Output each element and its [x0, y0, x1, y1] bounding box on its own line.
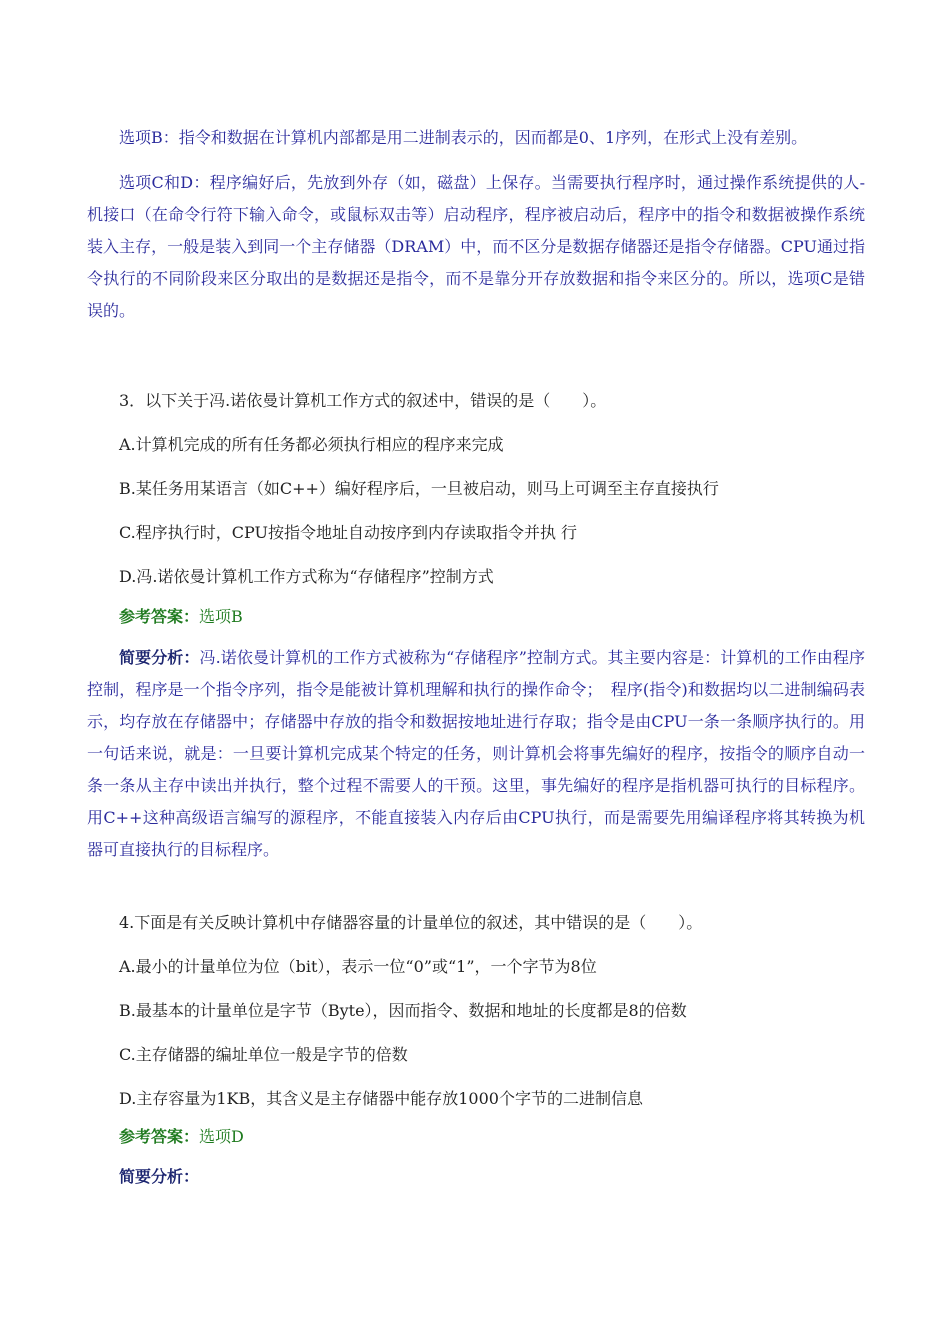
q4-analysis-label: 简要分析：	[119, 1167, 200, 1186]
q4-option-c: C.主存储器的编址单位一般是字节的倍数	[119, 1045, 408, 1064]
prev-option-b-explanation: 选项B：指令和数据在计算机内部都是用二进制表示的，因而都是0、1序列，在形式上没有差别。	[119, 128, 808, 147]
q3-analysis-text: 冯.诺依曼计算机的工作方式被称为“存储程序”控制方式。其主要内容是：计算机的工作由程序控制，程序是一个指令序列，指令是能被计算机理解和执行的操作命令； 程序(指令)和数据均以二进制编码表示，均存放在存储器中；存储器中存放的指令和数据按地址进行存取；指令是由CPU一条一条顺序执行的。用一句话来说，就是：一旦要计算机完成某个特定的任务，则计算机会将事先编好的程序，按指令的顺序自动一条一条从主存中读出并执行，整个过程不需要人的干预。这里，事先编好的程序是指机器可执行的目标程序。用C++这种高级语言编写的源程序，不能直接装入内存后由CPU执行，而是需要先用编译程序将其转换为机器可直接执行的目标程序。	[87, 648, 865, 859]
q3-answer	[119, 606, 243, 628]
q3-answer-value: 选项B	[199, 607, 243, 626]
q4-answer-label: 参考答案：	[119, 1127, 200, 1146]
q4-option-d: D.主存容量为1KB，其含义是主存储器中能存放1000个字节的二进制信息	[119, 1089, 643, 1108]
q4-answer	[119, 1126, 244, 1148]
q3-option-d: D.冯.诺依曼计算机工作方式称为“存储程序”控制方式	[119, 567, 494, 586]
q4-answer-value: 选项D	[199, 1127, 244, 1146]
q3-option-b: B.某任务用某语言（如C++）编好程序后，一旦被启动，则马上可调至主存直接执行	[119, 479, 719, 498]
q4-question: 4.下面是有关反映计算机中存储器容量的计量单位的叙述，其中错误的是（ ）。	[119, 913, 703, 932]
q3-analysis	[87, 642, 865, 866]
q3-question: 3．以下关于冯.诺依曼计算机工作方式的叙述中，错误的是（ ）。	[119, 391, 607, 410]
q3-analysis-label: 简要分析：	[119, 648, 200, 667]
q3-answer-label: 参考答案：	[119, 607, 200, 626]
q3-option-a: A.计算机完成的所有任务都必须执行相应的程序来完成	[119, 435, 504, 454]
prev-option-cd-explanation: 选项C和D：程序编好后，先放到外存（如，磁盘）上保存。当需要执行程序时，通过操作系统提供的人-机接口（在命令行符下输入命令，或鼠标双击等）启动程序，程序被启动后，程序中的指令和数据被操作系统装入主存，一般是装入到同一个主存储器（DRAM）中，而不区分是数据存储器还是指令存储器。CPU通过指令执行的不同阶段来区分取出的是数据还是指令，而不是靠分开存放数据和指令来区分的。所以，选项C是错误的。	[87, 173, 865, 320]
q4-option-b: B.最基本的计量单位是字节（Byte），因而指令、数据和地址的长度都是8的倍数	[119, 1001, 687, 1020]
q3-option-c: C.程序执行时，CPU按指令地址自动按序到内存读取指令并执 行	[119, 523, 578, 542]
q4-analysis	[119, 1166, 199, 1188]
q4-option-a: A.最小的计量单位为位（bit），表示一位“0”或“1”，一个字节为8位	[119, 957, 597, 976]
